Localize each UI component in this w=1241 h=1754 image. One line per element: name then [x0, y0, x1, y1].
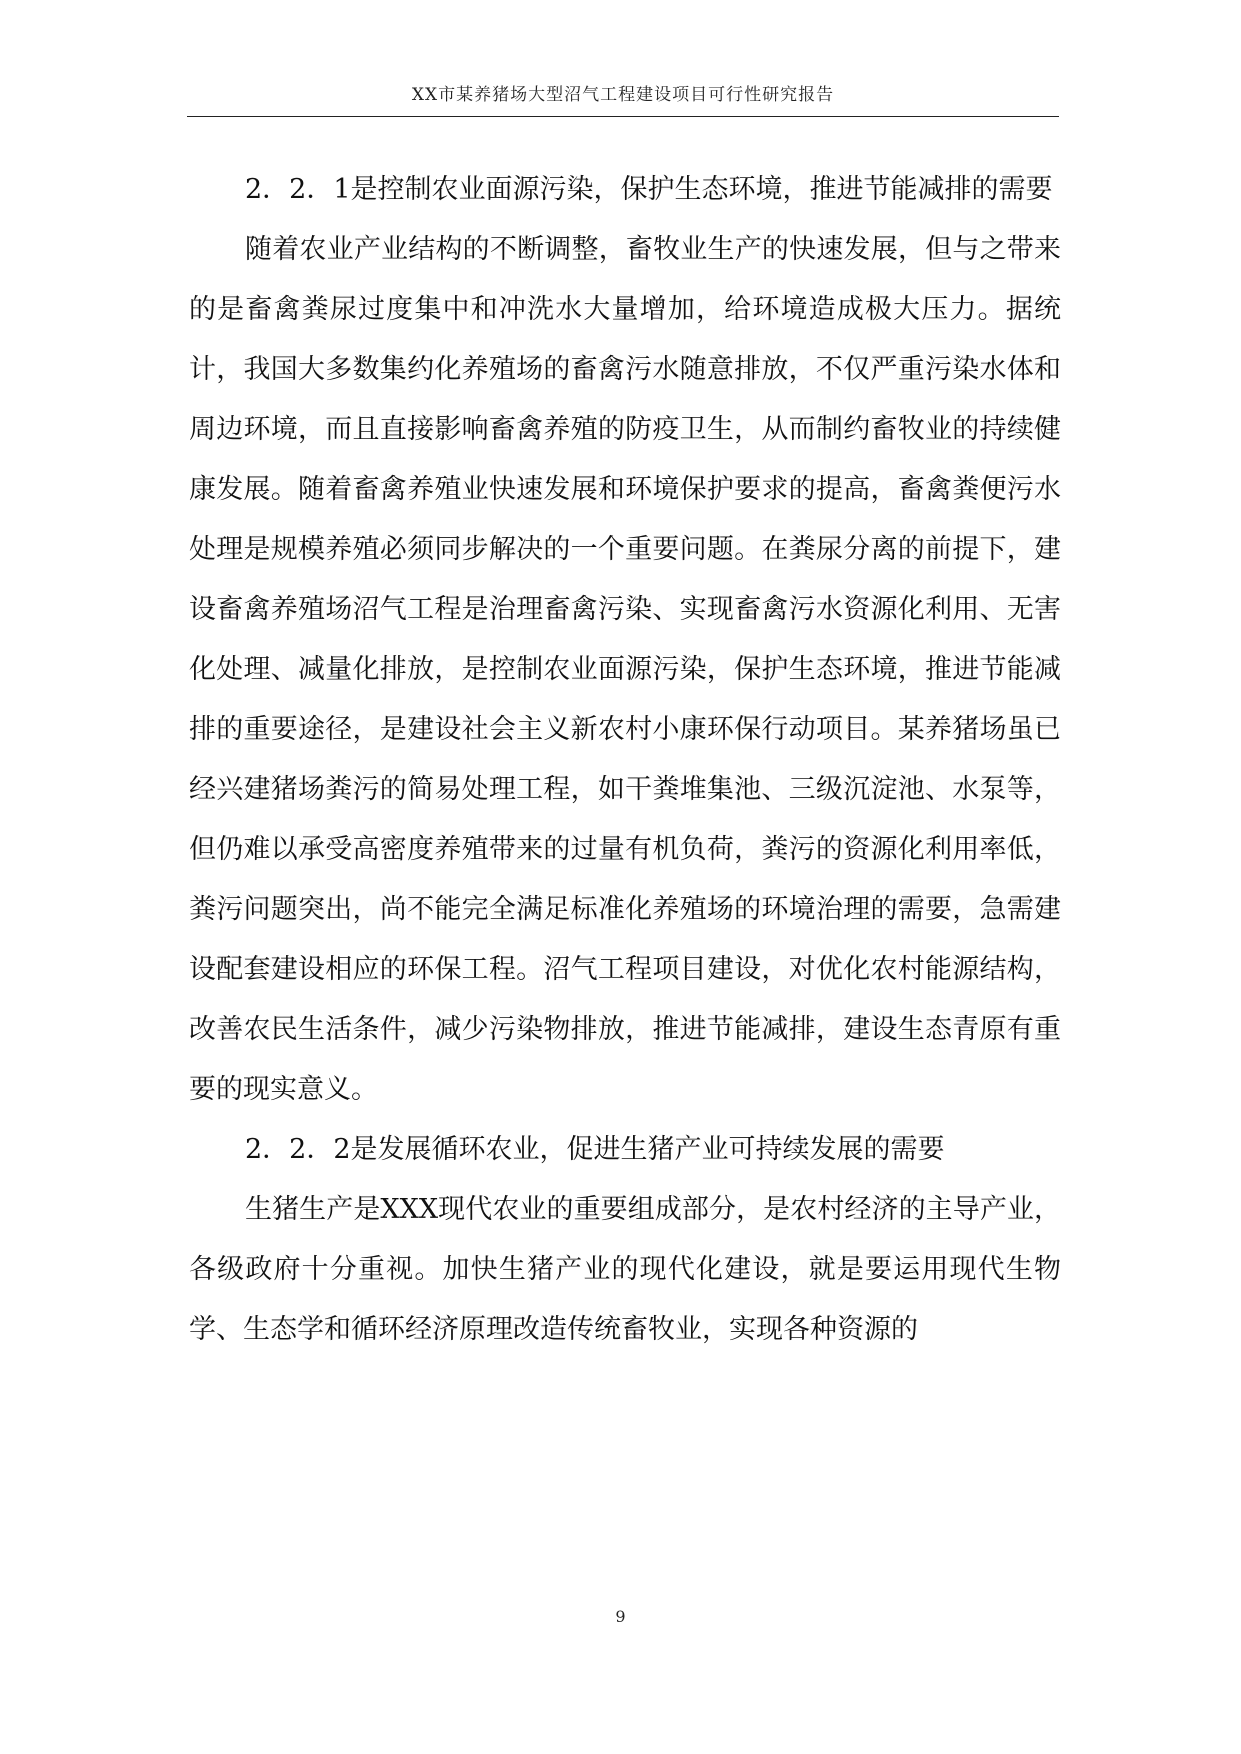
- document-body: [189, 160, 1061, 1360]
- section-heading-2-2-2: 2．2．2是发展循环农业，促进生猪产业可持续发展的需要: [245, 1134, 945, 1165]
- section-heading-2-2-1: 2．2．1是控制农业面源污染，保护生态环境，推进节能减排的需要: [245, 174, 1053, 205]
- body-paragraph-1: 随着农业产业结构的不断调整，畜牧业生产的快速发展，但与之带来的是畜禽粪尿过度集中和冲洗水大量增加，给环境造成极大压力。据统计，我国大多数集约化养殖场的畜禽污水随意排放，不仅严重污染水体和周边环境，而且直接影响畜禽养殖的防疫卫生，从而制约畜牧业的持续健康发展。随着畜禽养殖业快速发展和环境保护要求的提高，畜禽粪便污水处理是规模养殖必须同步解决的一个重要问题。在粪尿分离的前提下，建设畜禽养殖场沼气工程是治理畜禽污染、实现畜禽污水资源化利用、无害化处理、减量化排放，是控制农业面源污染，保护生态环境，推进节能减排的重要途径，是建设社会主义新农村小康环保行动项目。某养猪场虽已经兴建猪场粪污的简易处理工程，如干粪堆集池、三级沉淀池、水泵等，但仍难以承受高密度养殖带来的过量有机负荷，粪污的资源化利用率低，粪污问题突出，尚不能完全满足标准化养殖场的环境治理的需要，急需建设配套建设相应的环保工程。沼气工程项目建设，对优化农村能源结构，改善农民生活条件，减少污染物排放，推进节能减排，建设生态青原有重要的现实意义。: [189, 234, 1061, 1105]
- page-number: 9: [615, 1607, 626, 1626]
- document-header-title: XX市某养猪场大型沼气工程建设项目可行性研究报告: [411, 85, 835, 105]
- body-paragraph-2: 生猪生产是XXX现代农业的重要组成部分，是农村经济的主导产业，各级政府十分重视。加快生猪产业的现代化建设，就是要运用现代生物学、生态学和循环经济原理改造传统畜牧业，实现各种资源的: [189, 1194, 1061, 1345]
- header-divider: [187, 116, 1059, 117]
